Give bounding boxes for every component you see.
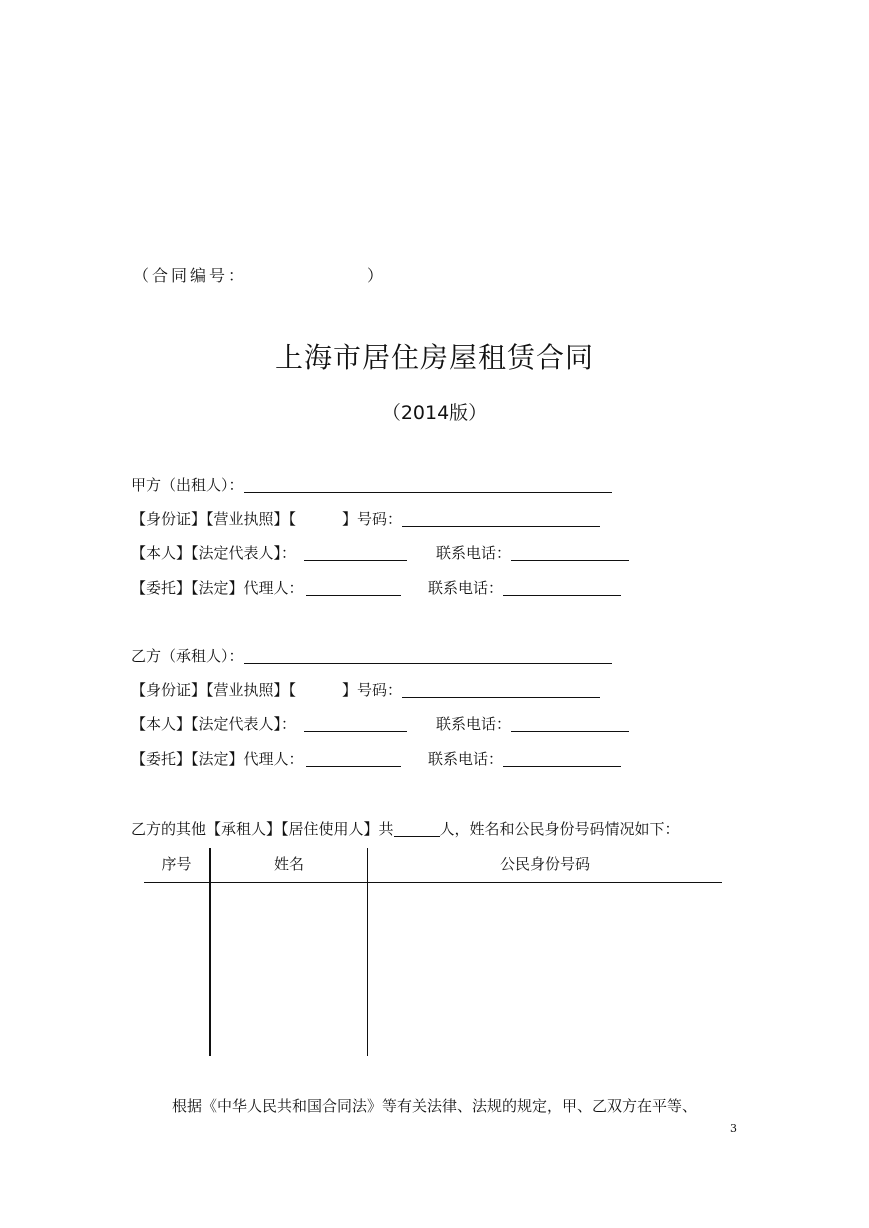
party-a-name-field[interactable] [244,476,612,493]
party-b-phone-row [436,714,629,734]
party-b-id-row [131,680,600,700]
intro-paragraph: 根据《中华人民共和国合同法》等有关法律、法规的规定，甲、乙双方在平等、 [172,1097,698,1115]
party-b-name-field[interactable] [244,647,612,664]
party-a-rep-field[interactable] [304,544,407,561]
party-b-rep-field[interactable] [304,715,407,732]
party-a-agent-phone-label: 联系电话： [428,579,504,597]
party-a-phone-field[interactable] [511,544,629,561]
party-b-agent-phone-label: 联系电话： [428,750,504,768]
other-people-count-field[interactable] [394,820,440,837]
party-a-phone-label: 联系电话： [436,544,512,562]
party-b-name-label: 乙方（承租人）： [131,647,244,665]
party-b-id-number-field[interactable] [402,681,600,698]
table-header-rule [144,882,722,883]
party-b-phone-label: 联系电话： [436,715,512,733]
table-header-seq: 序号 [161,855,192,873]
other-people-prefix: 乙方的其他【承租人】【居住使用人】共 [131,820,394,838]
document-title: 上海市居住房屋租赁合同 [274,341,594,374]
party-a-id-label: 【身份证】【营业执照】【 [131,510,297,528]
other-people-suffix: 人，姓名和公民身份号码情况如下： [439,820,680,838]
party-a-agent-row [131,578,401,598]
party-b-phone-field[interactable] [511,715,629,732]
party-a-agent-phone-field[interactable] [503,579,621,596]
party-b-agent-label: 【委托】【法定】代理人： [131,750,304,768]
table-header-id-number: 公民身份号码 [499,855,590,873]
page-number: 3 [730,1122,737,1135]
party-a-agent-label: 【委托】【法定】代理人： [131,579,304,597]
contract-number [133,263,386,286]
party-a-phone-row [436,543,629,563]
occupants-table [144,848,722,1056]
party-b-agent-row [131,749,401,769]
table-column-divider-1 [209,848,211,1056]
party-b-name-row [131,646,612,666]
table-column-divider-2 [367,848,368,1056]
party-b-agent-field[interactable] [306,750,401,767]
party-a-rep-row [131,543,407,563]
contract-number-close: ） [367,266,387,285]
party-a-agent-field[interactable] [306,579,401,596]
contract-number-label: （合同编号： [133,266,248,285]
document-subtitle: （2014版） [381,402,488,424]
party-b-rep-row [131,714,407,734]
party-a-id-row [131,509,600,529]
party-a-rep-label: 【本人】【法定代表人】： [131,544,297,562]
party-b-agent-phone-field[interactable] [503,750,621,767]
party-a-agent-phone-row [428,578,621,598]
other-people-line [131,818,680,839]
party-a-id-number-field[interactable] [402,510,600,527]
party-a-name-row [131,475,612,495]
table-header-name: 姓名 [273,855,304,873]
party-b-rep-label: 【本人】【法定代表人】： [131,715,297,733]
party-b-agent-phone-row [428,749,621,769]
party-b-id-label-end: 】号码： [342,681,403,699]
party-a-name-label: 甲方（出租人）： [131,476,244,494]
party-b-id-label: 【身份证】【营业执照】【 [131,681,297,699]
party-a-id-label-end: 】号码： [342,510,403,528]
